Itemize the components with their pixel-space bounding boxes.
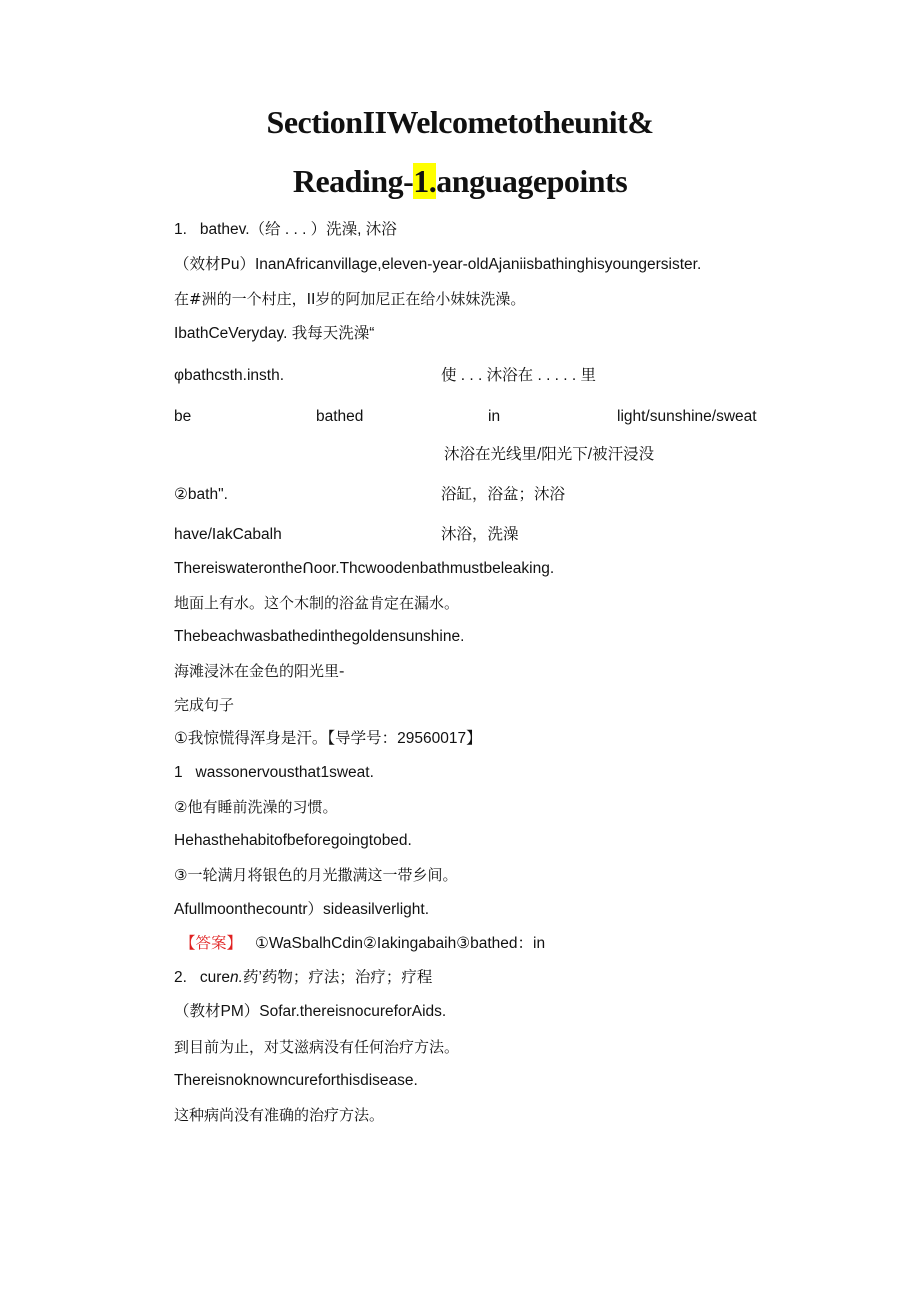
phrase-4-meaning: 沐浴，洗澡 <box>441 526 519 543</box>
phrase-2-meaning: 沐浴在光线里/阳光下/被汗浸没 <box>444 446 655 463</box>
example-sentence-1-translation: 地面上有水。这个木制的浴盆肯定在漏水。 <box>174 594 460 612</box>
entry-2-pos: n. <box>230 969 243 986</box>
entry-2-textbook-example: （教材PM）Sofar.thereisnocureforAids. <box>174 1003 447 1020</box>
exercise-2-sentence: Hehasthehabitofbeforegoingtobed. <box>174 832 412 849</box>
title-line-2 <box>0 163 920 200</box>
exercise-heading: 完成句子 <box>174 696 235 714</box>
exercise-3-prompt: ③一轮满月将银色的月光撒满这一带乡间。 <box>174 866 458 884</box>
phrase-3-meaning: 浴缸，浴盆；沐浴 <box>441 486 566 503</box>
phrase-3: ②bath". <box>174 486 228 503</box>
phrase-2-word-2: bathed <box>316 408 364 425</box>
phrase-2-word-1: be <box>174 408 192 425</box>
exercise-1-prompt: ①我惊慌得浑身是汗。【导学号：29560017】 <box>174 730 482 747</box>
entry-2-example-2: Thereisnoknowncureforthisdisease. <box>174 1072 418 1089</box>
example-sentence-2-translation: 海滩浸沐在金色的阳光里- <box>174 662 345 680</box>
entry-2-example-2-translation: 这种病尚没有准确的治疗方法。 <box>174 1106 385 1124</box>
phrase-2-word-4: light/sunshine/sweat <box>617 408 757 425</box>
entry-1-heading: 1. bathev.（给 . . . ）洗澡, 沐浴 <box>174 221 397 238</box>
exercise-1-sentence: 1 wassonervousthat1sweat. <box>174 764 374 781</box>
answer-label: 【答案】 <box>180 935 243 952</box>
answer-line <box>180 933 545 955</box>
example-sentence-2: Thebeachwasbathedinthegoldensunshine. <box>174 628 465 645</box>
answer-text: ①WaSbalhCdin②Iakingabaih③bathed：in <box>254 935 546 952</box>
phrase-1-meaning: 使 . . . 沐浴在 . . . . . 里 <box>441 367 597 384</box>
entry-1-textbook-example: （效材Pu）InanAfricanvillage,eleven-year-oldAjaniisbathinghisyoungersister. <box>174 256 702 273</box>
phrase-4: have/IakCabalh <box>174 526 282 543</box>
title-line-1: SectionIIWelcometotheunit& <box>266 104 654 140</box>
phrase-1: φbathcsth.insth. <box>174 367 284 384</box>
entry-2-heading <box>174 967 432 989</box>
phrase-2-word-3: in <box>488 408 501 425</box>
example-sentence-1: ThereiswaterontheՈoor.Thcwoodenbathmustbeleaking. <box>174 560 555 577</box>
exercise-3-sentence: Afullmoonthecountr）sideasilverlight. <box>174 901 430 918</box>
title-highlight: 1. <box>413 163 437 199</box>
title-line-2-start: Reading- <box>292 163 414 199</box>
title-line-2-end: anguagepoints <box>436 163 628 199</box>
entry-2-word: 2. cure <box>174 969 230 986</box>
entry-1-example-2: IbathCeVeryday. 我每天洗澡“ <box>174 325 375 342</box>
entry-2-meaning: 药’药物；疗法；治疗；疗程 <box>242 969 433 986</box>
entry-1-example-translation: 在#洲的一个村庄，II岁的阿加尼正在给小妹妹洗澡。 <box>174 290 526 308</box>
entry-2-example-translation: 到目前为止，对艾滋病没有任何治疗方法。 <box>174 1038 460 1056</box>
exercise-2-prompt: ②他有睡前洗澡的习惯。 <box>174 798 338 816</box>
